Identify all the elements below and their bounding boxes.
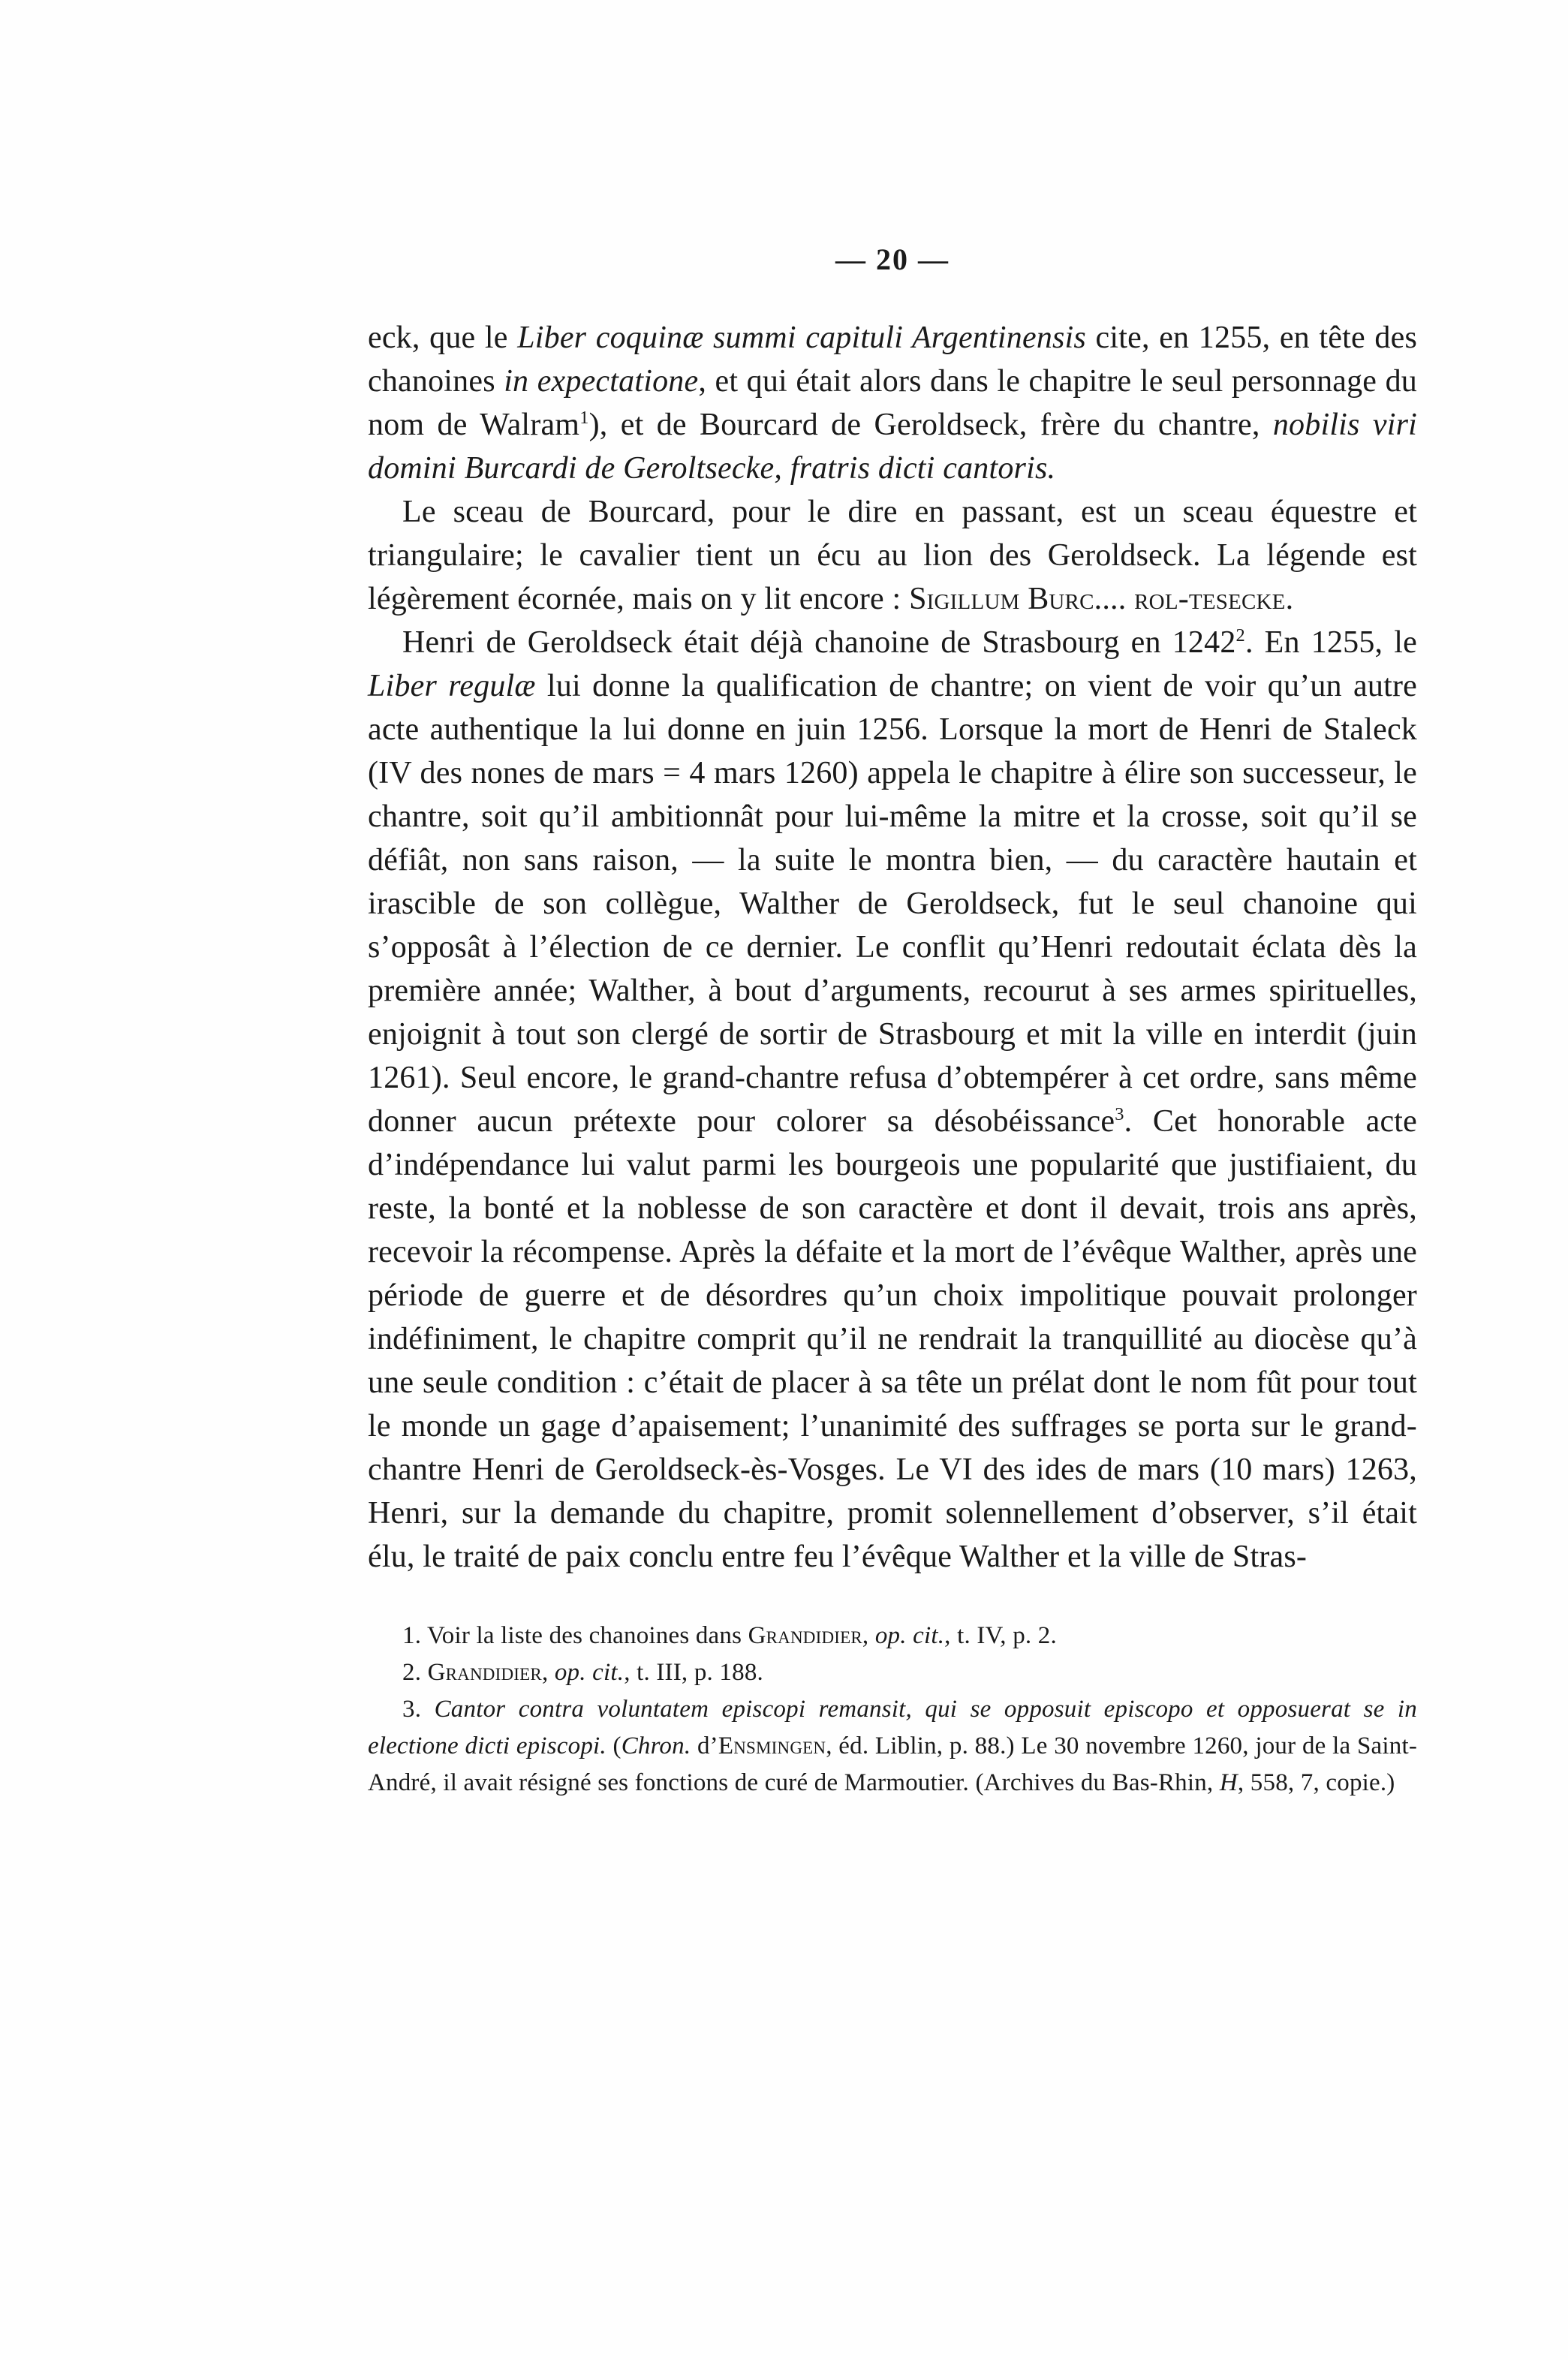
- text-run: 3.: [402, 1696, 435, 1723]
- paragraph-opening: [368, 316, 1417, 490]
- text-run: Grandidier: [427, 1659, 542, 1686]
- text-run: , éd. Liblin, p. 88.) Le 30 novembre 1260, jour de la Saint-André, il avait résigné ses fonctions de curé de Marmoutier. (Archives du Bas-Rhin,: [368, 1732, 1418, 1796]
- text-run: , 558, 7, copie.): [1237, 1769, 1395, 1796]
- footnote-1: [368, 1618, 1417, 1654]
- text-run: d’: [691, 1732, 718, 1759]
- text-run: eck, que le: [368, 321, 518, 355]
- text-run: ,: [541, 1659, 555, 1686]
- text-run: Liber coquinæ summi capituli Argentinensis: [517, 321, 1086, 355]
- paragraph-seal: [368, 490, 1417, 621]
- body-text: [368, 316, 1417, 1579]
- text-run: , et qui était alors dans le chapitre le seul personnage du nom de Walram: [368, 364, 1417, 442]
- footnote-3: [368, 1691, 1417, 1802]
- page-number: — 20 —: [835, 242, 950, 276]
- text-run: ,: [862, 1622, 875, 1649]
- text-run: 2.: [402, 1659, 428, 1686]
- page-content: [368, 242, 1417, 1802]
- text-run: Chron.: [621, 1732, 691, 1759]
- text-run: cite, en 1255, en tête des chanoines: [368, 321, 1417, 399]
- text-run: ), et de Bourcard de Geroldseck, frère du chantre,: [588, 408, 1273, 442]
- text-run: . Cet honorable acte d’indépendance lui valut parmi les bourgeois une popularité que justifiaient, du reste, la bonté et la noblesse de son caractère et dont il devait, trois ans après, recevoir la récompense. Après la défaite et la mort de l’évêque Walther, après une période de guerre et de désordres qu’un choix impolitique pouvait prolonger indéfiniment, le chapitre comprit qu’il ne rendrait la tranquillité au diocèse qu’à une seule condition : c’était de placer à sa tête un prélat dont le nom fût pour tout le monde un gage d’apaisement; l’unanimité des suffrages se porta sur le grand-chantre Henri de Geroldseck-ès-Vosges. Le VI des ides de mars (10 mars) 1263, Henri, sur la demande du chapitre, promit solennellement d’observer, s’il était élu, le traité de paix conclu entre feu l’évêque Walther et la ville de Stras-: [368, 1104, 1418, 1574]
- text-run: Henri de Geroldseck était déjà chanoine de Strasbourg en 1242: [402, 625, 1236, 660]
- text-run: , t. III, p. 188.: [624, 1659, 763, 1686]
- text-run: 3: [1115, 1104, 1124, 1124]
- text-run: 1: [579, 408, 589, 428]
- text-run: H: [1219, 1769, 1238, 1796]
- text-run: , t. IV, p. 2.: [944, 1622, 1057, 1649]
- text-run: nobilis viri domini Burcardi de Geroltsecke, fratris dicti cantoris.: [368, 408, 1417, 486]
- text-run: 2: [1235, 625, 1245, 646]
- text-run: Ensmingen: [718, 1732, 826, 1759]
- text-run: 1. Voir la liste des chanoines dans: [402, 1622, 748, 1649]
- text-run: Grandidier: [748, 1622, 862, 1649]
- footnotes: [368, 1618, 1417, 1802]
- text-run: Le sceau de Bourcard, pour le dire en passant, est un sceau équestre et triangulaire; le cavalier tient un écu au lion des Geroldseck. La légende est légèrement écornée, mais on y lit encore :: [368, 495, 1417, 616]
- text-run: Liber regulæ: [368, 669, 536, 703]
- text-run: op. cit.: [874, 1622, 945, 1649]
- text-run: in expectatione: [504, 364, 699, 399]
- text-run: Sigillum Burc.... rol-tesecke.: [909, 582, 1294, 616]
- text-run: . En 1255, le: [1244, 625, 1417, 660]
- paragraph-henri: [368, 621, 1417, 1579]
- text-run: lui donne la qualification de chantre; on vient de voir qu’un autre acte authentique la lui donne en juin 1256. Lorsque la mort de Henri de Staleck (IV des nones de mars = 4 mars 1260) appela le chapitre à élire son successeur, le chantre, soit qu’il ambitionnât pour lui-même la mitre et la crosse, soit qu’il se défiât, non sans raison, — la suite le montra bien, — du caractère hautain et irascible de son collègue, Walther de Geroldseck, fut le seul chanoine qui s’opposât à l’élection de ce dernier. Le conflit qu’Henri redoutait éclata dès la première année; Walther, à bout d’arguments, recourut à ses armes spirituelles, enjoignit à tout son clergé de sortir de Strasbourg et mit la ville en interdit (juin 1261). Seul encore, le grand-chantre refusa d’obtempérer à cet ordre, sans même donner aucun prétexte pour colorer sa désobéissance: [368, 669, 1417, 1139]
- footnote-2: [368, 1654, 1417, 1691]
- text-run: Cantor contra voluntatem episcopi remansit, qui se opposuit episcopo et opposuerat se in electione dicti episcopi.: [368, 1696, 1417, 1759]
- text-run: op. cit.: [554, 1659, 624, 1686]
- text-run: (: [606, 1732, 621, 1759]
